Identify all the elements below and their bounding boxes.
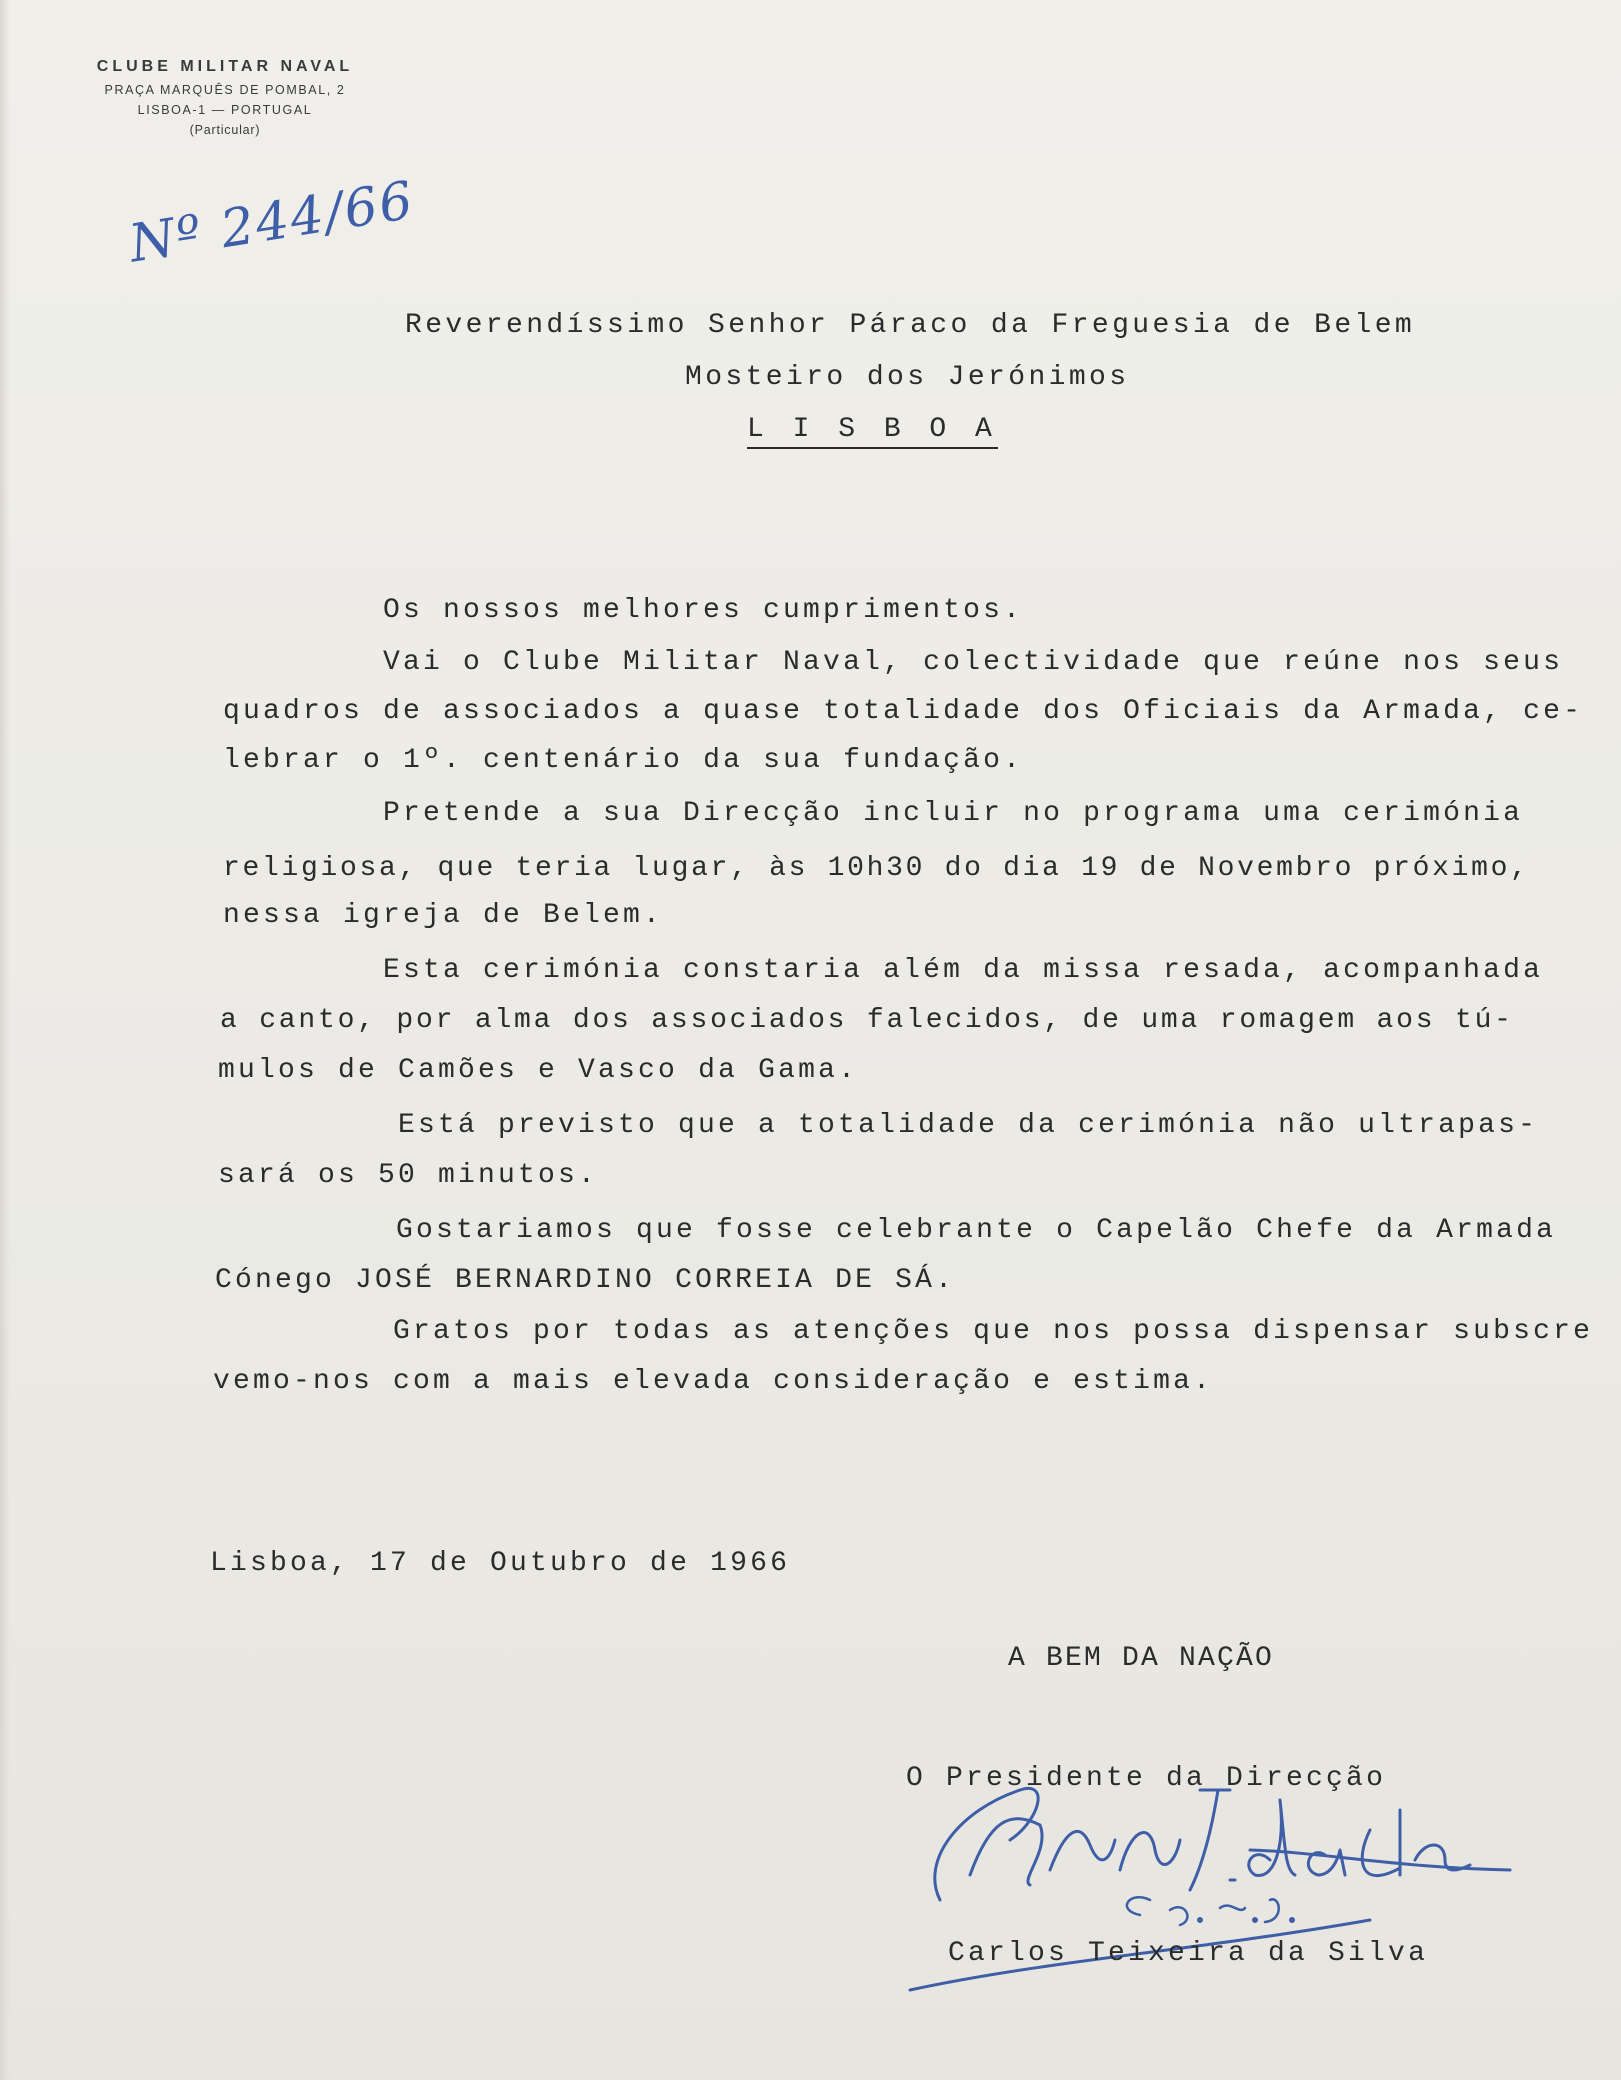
letterhead-city: LISBOA-1 — PORTUGAL xyxy=(137,103,313,117)
body-line: Pretende a sua Direcção incluir no programa uma cerimónia xyxy=(383,798,1524,829)
handwritten-reference-number: Nº 244/66 xyxy=(125,170,419,275)
body-line: Vai o Clube Militar Naval, colectividade que reúne nos seus xyxy=(383,647,1564,678)
body-line: Gratos por todas as atenções que nos possa dispensar subscre xyxy=(393,1316,1594,1347)
body-line: lebrar o 1º. centenário da sua fundação. xyxy=(223,745,1024,776)
body-line: quadros de associados a quase totalidade dos Oficiais da Armada, ce- xyxy=(223,696,1584,727)
body-line: Gostariamos que fosse celebrante o Capelão Chefe da Armada xyxy=(396,1215,1557,1246)
letterhead-organization: CLUBE MILITAR NAVAL xyxy=(96,58,354,75)
body-line: Esta cerimónia constaria além da missa resada, acompanhada xyxy=(383,955,1544,986)
body-line: nessa igreja de Belem. xyxy=(223,900,664,931)
recipient-line-1: Reverendíssimo Senhor Páraco da Freguesia de Belem xyxy=(405,310,1416,341)
closing-salutation: A BEM DA NAÇÃO xyxy=(1008,1643,1275,1674)
body-line: religiosa, que teria lugar, às 10h30 do dia 19 de Novembro próximo, xyxy=(223,853,1530,884)
body-line: Cónego JOSÉ BERNARDINO CORREIA DE SÁ. xyxy=(215,1265,956,1296)
letterhead-note: (Particular) xyxy=(189,123,261,137)
body-line: mulos de Camões e Vasco da Gama. xyxy=(218,1055,859,1086)
handwritten-signature xyxy=(900,1750,1520,2030)
letterhead xyxy=(60,58,390,137)
recipient-city: L I S B O A xyxy=(747,414,998,449)
body-line: vemo-nos com a mais elevada consideração e estima. xyxy=(213,1366,1214,1397)
body-line: Os nossos melhores cumprimentos. xyxy=(383,595,1024,626)
signatory-name: Carlos Teixeira da Silva xyxy=(948,1938,1429,1969)
body-line: sará os 50 minutos. xyxy=(218,1160,599,1191)
recipient-line-2: Mosteiro dos Jerónimos xyxy=(685,362,1130,393)
body-line: a canto, por alma dos associados falecidos, de uma romagem aos tú- xyxy=(220,1005,1514,1036)
date-line: Lisboa, 17 de Outubro de 1966 xyxy=(210,1548,791,1579)
signatory-title: O Presidente da Direcção xyxy=(906,1763,1387,1794)
letterhead-address: PRAÇA MARQUÊS DE POMBAL, 2 xyxy=(104,83,346,97)
body-line: Está previsto que a totalidade da cerimónia não ultrapas- xyxy=(398,1110,1539,1141)
